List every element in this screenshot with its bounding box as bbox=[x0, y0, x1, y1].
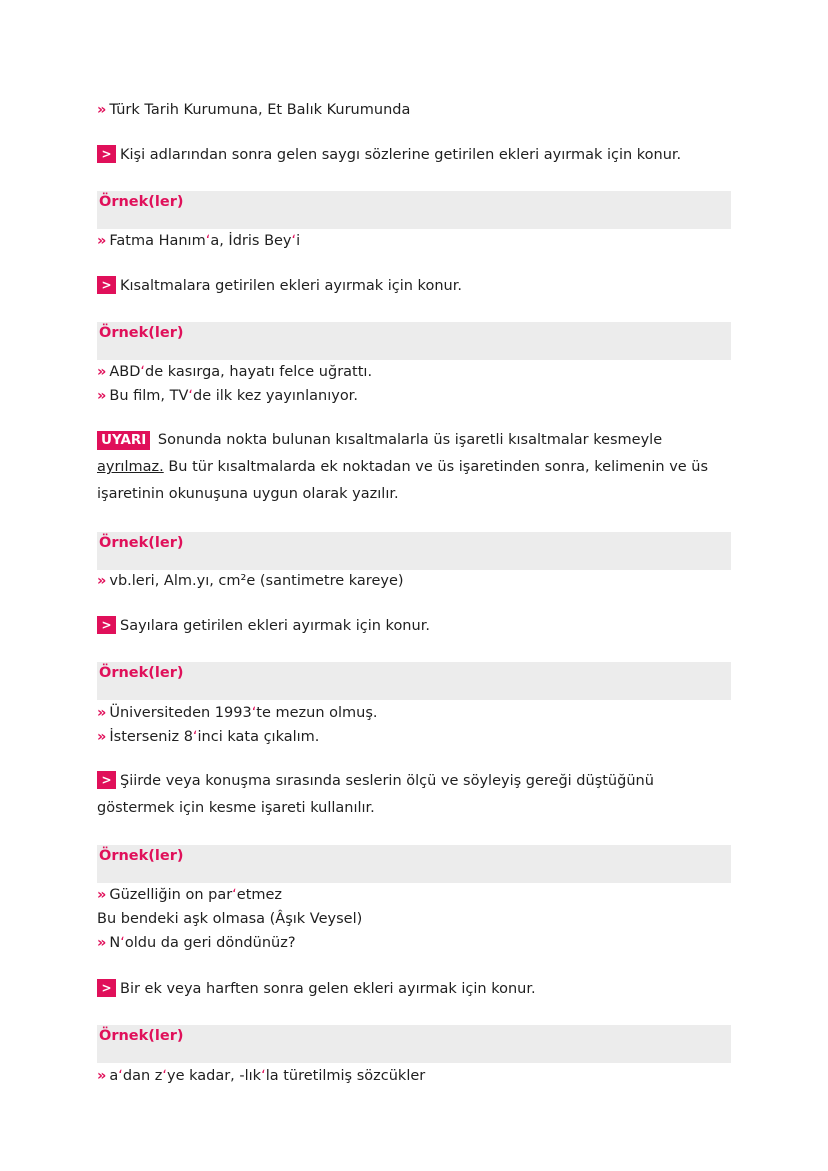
example-header: Örnek(ler) bbox=[97, 532, 731, 570]
rule-marker-icon: > bbox=[97, 276, 116, 294]
rule-marker-icon: > bbox=[97, 979, 116, 997]
bullet-arrow-icon: » bbox=[97, 705, 107, 721]
example-header: Örnek(ler) bbox=[97, 191, 731, 229]
example-header: Örnek(ler) bbox=[97, 322, 731, 360]
bullet-arrow-icon: » bbox=[97, 573, 107, 589]
bullet-arrow-icon: » bbox=[97, 935, 107, 951]
bullet-arrow-icon: » bbox=[97, 102, 107, 118]
bullet-arrow-icon: » bbox=[97, 364, 107, 380]
example-line: Bu bendeki aşk olmasa (Âşık Veysel) bbox=[97, 911, 363, 927]
example-header: Örnek(ler) bbox=[97, 845, 731, 883]
example-header: Örnek(ler) bbox=[97, 662, 731, 700]
example-line: » Fatma Hanımʻa, İdris Beyʻi bbox=[97, 233, 301, 249]
example-header: Örnek(ler) bbox=[97, 1025, 731, 1063]
rule-marker-icon: > bbox=[97, 145, 116, 163]
warning-paragraph: UYARI Sonunda nokta bulunan kısaltmalarla üs işaretli kısaltmalar kesmeyle ayrılmaz. Bu tür kısaltmalarda ek noktadan ve üs işaretinden sonra, kelimenin ve üs işaretinin okunuşuna uygun olarak yazılır. bbox=[97, 432, 709, 502]
rule-line: > Sayılara getirilen ekleri ayırmak için konur. bbox=[97, 616, 430, 636]
example-line: » Güzelliğin on parʻetmez bbox=[97, 887, 283, 903]
example-line: » Türk Tarih Kurumuna, Et Balık Kurumunda bbox=[97, 102, 411, 118]
example-line: » Üniversiteden 1993ʻte mezun olmuş. bbox=[97, 705, 378, 721]
example-line: » vb.leri, Alm.yı, cm²e (santimetre kareye) bbox=[97, 573, 404, 589]
rule-line: > Şiirde veya konuşma sırasında seslerin ölçü ve söyleyiş gereği düştüğünü göstermek için kesme işareti kullanılır. bbox=[97, 773, 654, 816]
rule-line: > Kısaltmalara getirilen ekleri ayırmak için konur. bbox=[97, 276, 462, 296]
example-line: » aʻdan zʻye kadar, -lıkʻla türetilmiş sözcükler bbox=[97, 1068, 426, 1084]
rule-marker-icon: > bbox=[97, 616, 116, 634]
bullet-arrow-icon: » bbox=[97, 233, 107, 249]
bullet-arrow-icon: » bbox=[97, 1068, 107, 1084]
example-line: » Nʻoldu da geri döndünüz? bbox=[97, 935, 296, 951]
example-line: » Bu film, TVʻde ilk kez yayınlanıyor. bbox=[97, 388, 358, 404]
rule-line: > Kişi adlarından sonra gelen saygı sözlerine getirilen ekleri ayırmak için konur. bbox=[97, 145, 681, 165]
example-line: » ABDʻde kasırga, hayatı felce uğrattı. bbox=[97, 364, 373, 380]
rule-line: > Bir ek veya harften sonra gelen ekleri ayırmak için konur. bbox=[97, 979, 536, 999]
warning-badge: UYARI bbox=[97, 431, 150, 450]
example-line: » İsterseniz 8ʻinci kata çıkalım. bbox=[97, 729, 320, 745]
bullet-arrow-icon: » bbox=[97, 388, 107, 404]
bullet-arrow-icon: » bbox=[97, 729, 107, 745]
bullet-arrow-icon: » bbox=[97, 887, 107, 903]
rule-marker-icon: > bbox=[97, 771, 116, 789]
